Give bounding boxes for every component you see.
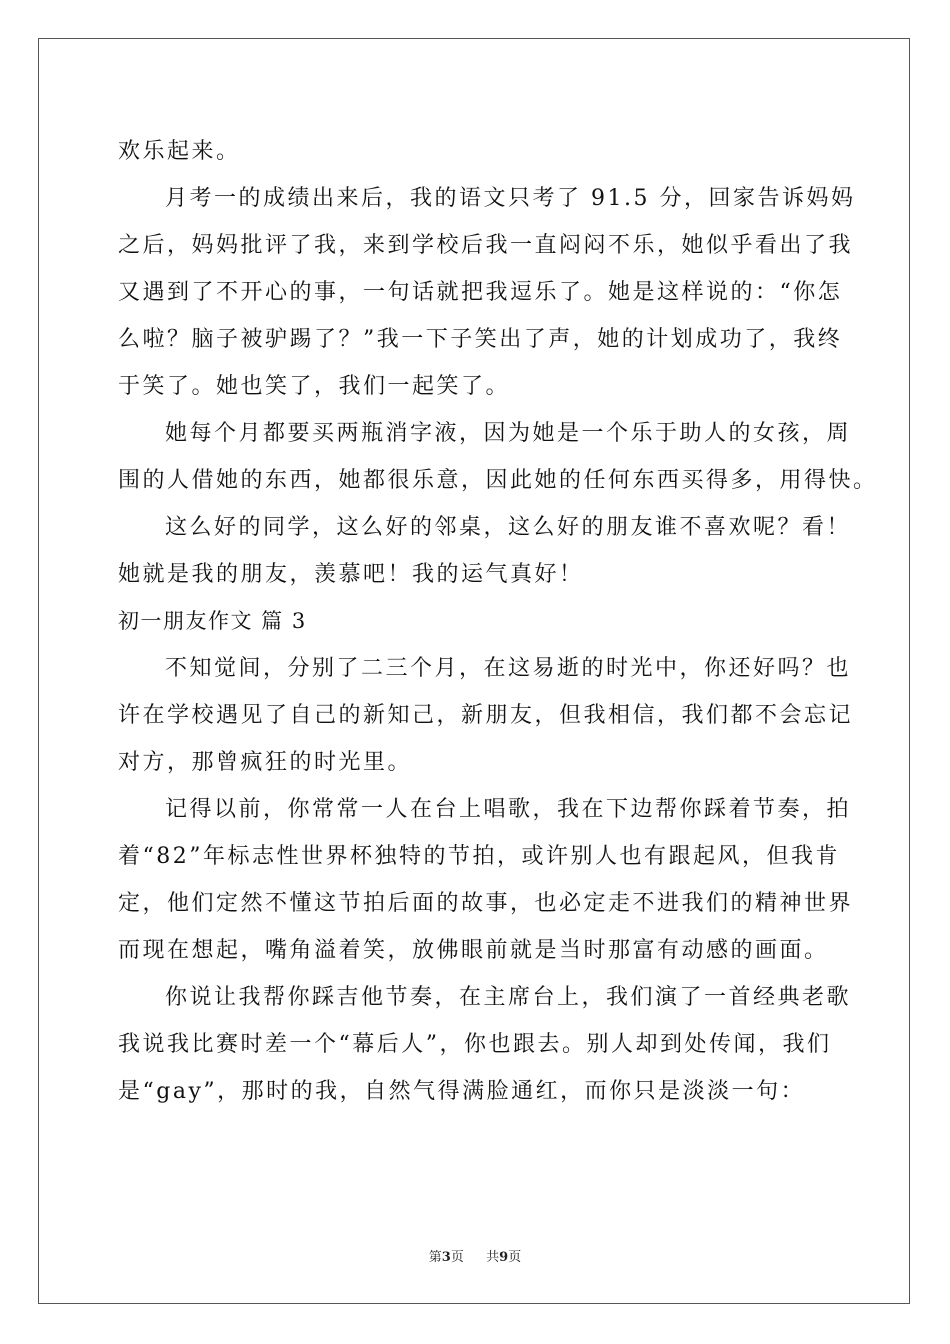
document-body <box>118 128 878 1115</box>
paragraph-start-line: 月考一的成绩出来后，我的语文只考了 91.5 分，回家告诉妈妈 <box>165 186 856 211</box>
page-footer <box>0 1246 950 1265</box>
text-line: 我说我比赛时差一个“幕后人”，你也跟去。别人却到处传闻，我们 <box>118 1032 832 1057</box>
text-line: 定，他们定然不懂这节拍后面的故事，也必定走不进我们的精神世界 <box>118 891 854 916</box>
text-line: 是“gay”，那时的我，自然气得满脸通红，而你只是淡淡一句： <box>118 1079 806 1104</box>
paragraph-start-line: 你说让我帮你踩吉他节奏，在主席台上，我们演了一首经典老歌 <box>165 985 852 1010</box>
paragraph-start-line: 这么好的同学，这么好的邻桌，这么好的朋友谁不喜欢呢？看！ <box>165 515 852 540</box>
text-line: 之后，妈妈批评了我，来到学校后我一直闷闷不乐，她似乎看出了我 <box>118 233 854 258</box>
paragraph-start-line: 她每个月都要买两瓶消字液，因为她是一个乐于助人的女孩，周 <box>165 421 852 446</box>
total-page-number: 9 <box>499 1250 509 1265</box>
total-unit: 页 <box>508 1250 522 1265</box>
text-line: 着“82”年标志性世界杯独特的节拍，或许别人也有跟起风，但我肯 <box>118 844 840 869</box>
text-line: 许在学校遇见了自己的新知己，新朋友，但我相信，我们都不会忘记 <box>118 703 854 728</box>
paragraph-start-line: 记得以前，你常常一人在台上唱歌，我在下边帮你踩着节奏，拍 <box>165 797 852 822</box>
text-line: 她就是我的朋友，羡慕吧！我的运气真好！ <box>118 562 584 587</box>
text-line: 于笑了。她也笑了，我们一起笑了。 <box>118 374 511 399</box>
current-page-number: 3 <box>441 1250 451 1265</box>
text-line: 又遇到了不开心的事，一句话就把我逗乐了。她是这样说的：“你怎 <box>118 280 843 305</box>
text-line: 么啦？脑子被驴踢了？”我一下子笑出了声，她的计划成功了，我终 <box>118 327 843 352</box>
page-number-label <box>429 1246 464 1265</box>
page-unit: 页 <box>450 1250 464 1265</box>
text-line: 围的人借她的东西，她都很乐意，因此她的任何东西买得多，用得快。 <box>118 468 878 493</box>
total-pages-label <box>486 1246 521 1265</box>
total-prefix: 共 <box>486 1250 500 1265</box>
section-heading: 初一朋友作文 篇 3 <box>118 609 307 633</box>
paragraph-start-line: 不知觉间，分别了二三个月，在这易逝的时光中，你还好吗？也 <box>165 656 852 681</box>
text-line: 而现在想起，嘴角溢着笑，放佛眼前就是当时那富有动感的画面。 <box>118 938 829 963</box>
page-prefix: 第 <box>428 1250 442 1265</box>
text-line: 欢乐起来。 <box>118 139 241 164</box>
text-line: 对方，那曾疯狂的时光里。 <box>118 750 413 775</box>
